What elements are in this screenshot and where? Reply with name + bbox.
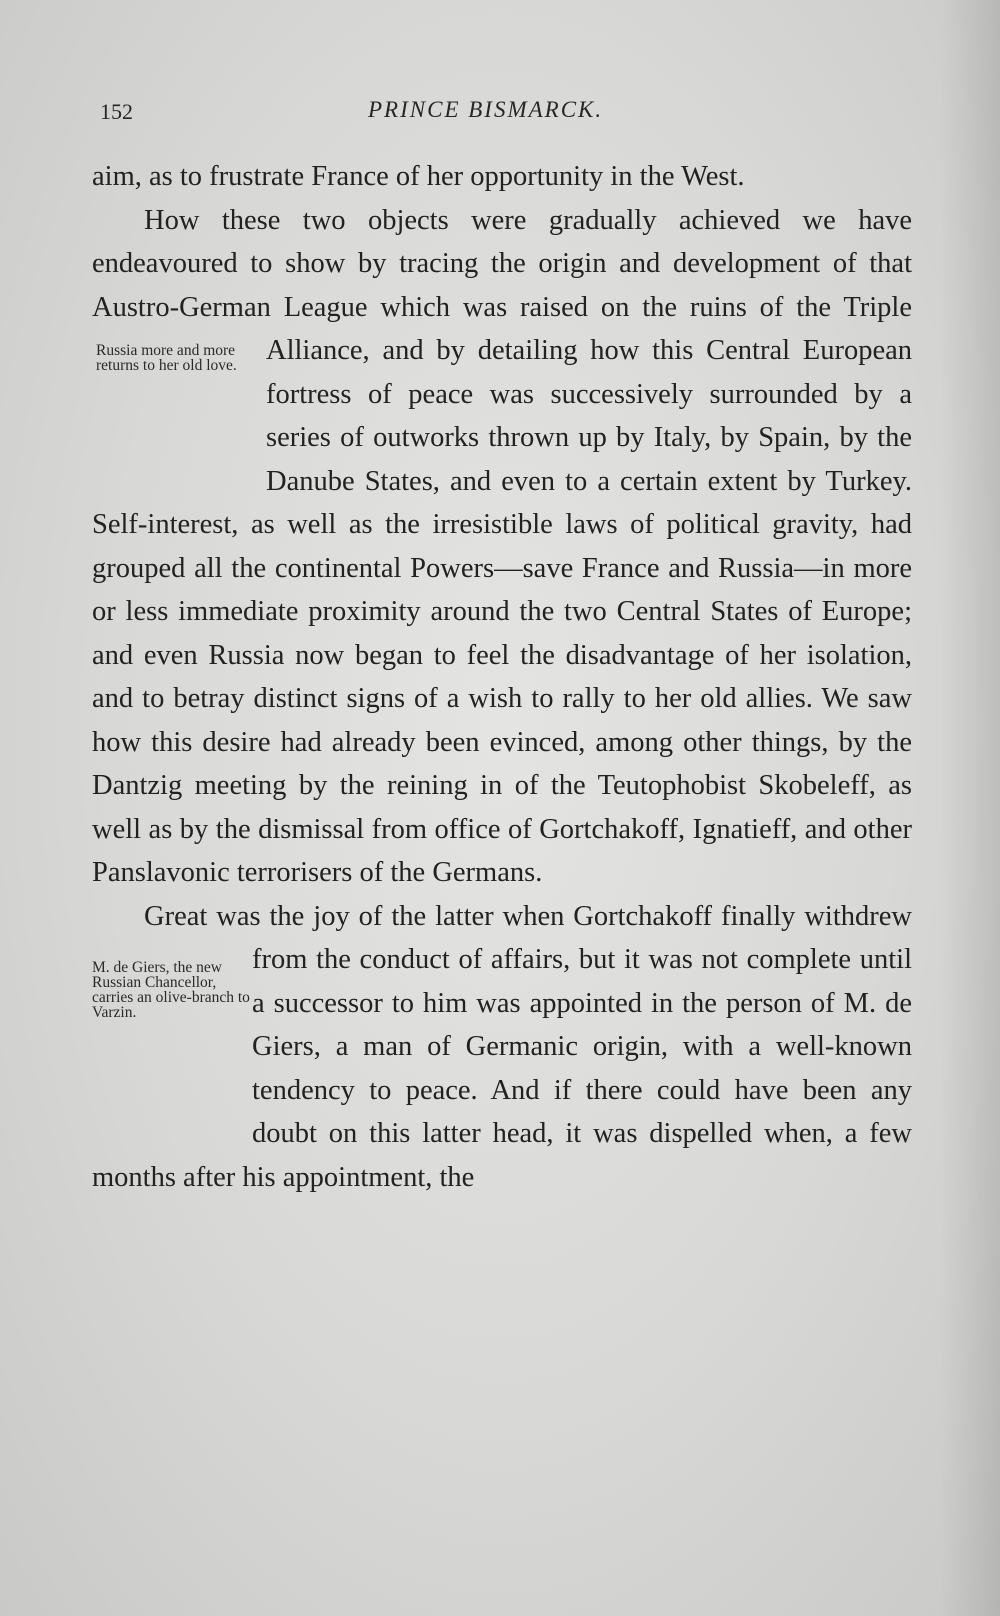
paragraph-2-text-before-note: How these two objects were gradually achieved we have endeavoured to show by tracing the origin and development of that Austro-German League which was raised on the ruins of the Triple Alliance, and by xyxy=(92,204,912,366)
paragraph-2-text-after-note: detailing how this Central European fortress of peace was successively surrounded by a series of outworks thrown up by Italy, by Spain, by the Danube States, and even to a certain extent by Turkey. Self-interest, as well as the irresistible laws of political gravity, had grouped all the continental Powers—save France and Russia—in more or less immediate proximity around the two Central States of Europe; and even Russia now began to feel the disadvantage of her isolation, and to betray distinct signs of a wish to rally to her old allies. We saw how this desire had already been evinced, among other things, by the Dantzig meeting by the reining in of the Teutophobist Skobeleff, as well as by the dismissal from office of Gortchakoff, Ignatieff, and other Panslavonic terrorisers of the Germans. xyxy=(92,335,913,888)
margin-note-2: M. de Giers, the new Russian Chancellor, carries an olive-branch to Varzin. xyxy=(92,959,250,1021)
page-gutter-shadow xyxy=(940,0,1000,1616)
paragraph-1: aim, as to frustrate France of her opportunity in the West. xyxy=(92,161,745,192)
paragraph-2 xyxy=(92,199,912,895)
paragraph-3-text-before-note: Great was the joy of the latter when Gortchakoff finally withdrew from the conduct of affairs, but it was xyxy=(144,900,912,975)
paragraph-3 xyxy=(92,895,912,1200)
running-title: PRINCE BISMARCK. xyxy=(368,97,604,122)
page-number: 152 xyxy=(100,99,133,124)
paragraph-3-text-after-note: not complete until a successor to him was appointed in the person of M. de Giers, a man of Germanic origin, with a well-known tendency to peace. And if there could have been any doubt on this latter head, it was dispelled when, a few months after his appointment, the xyxy=(92,944,912,1193)
margin-note-1: Russia more and more returns to her old love. xyxy=(96,342,237,374)
running-head xyxy=(100,95,920,135)
body-text xyxy=(92,155,912,1199)
